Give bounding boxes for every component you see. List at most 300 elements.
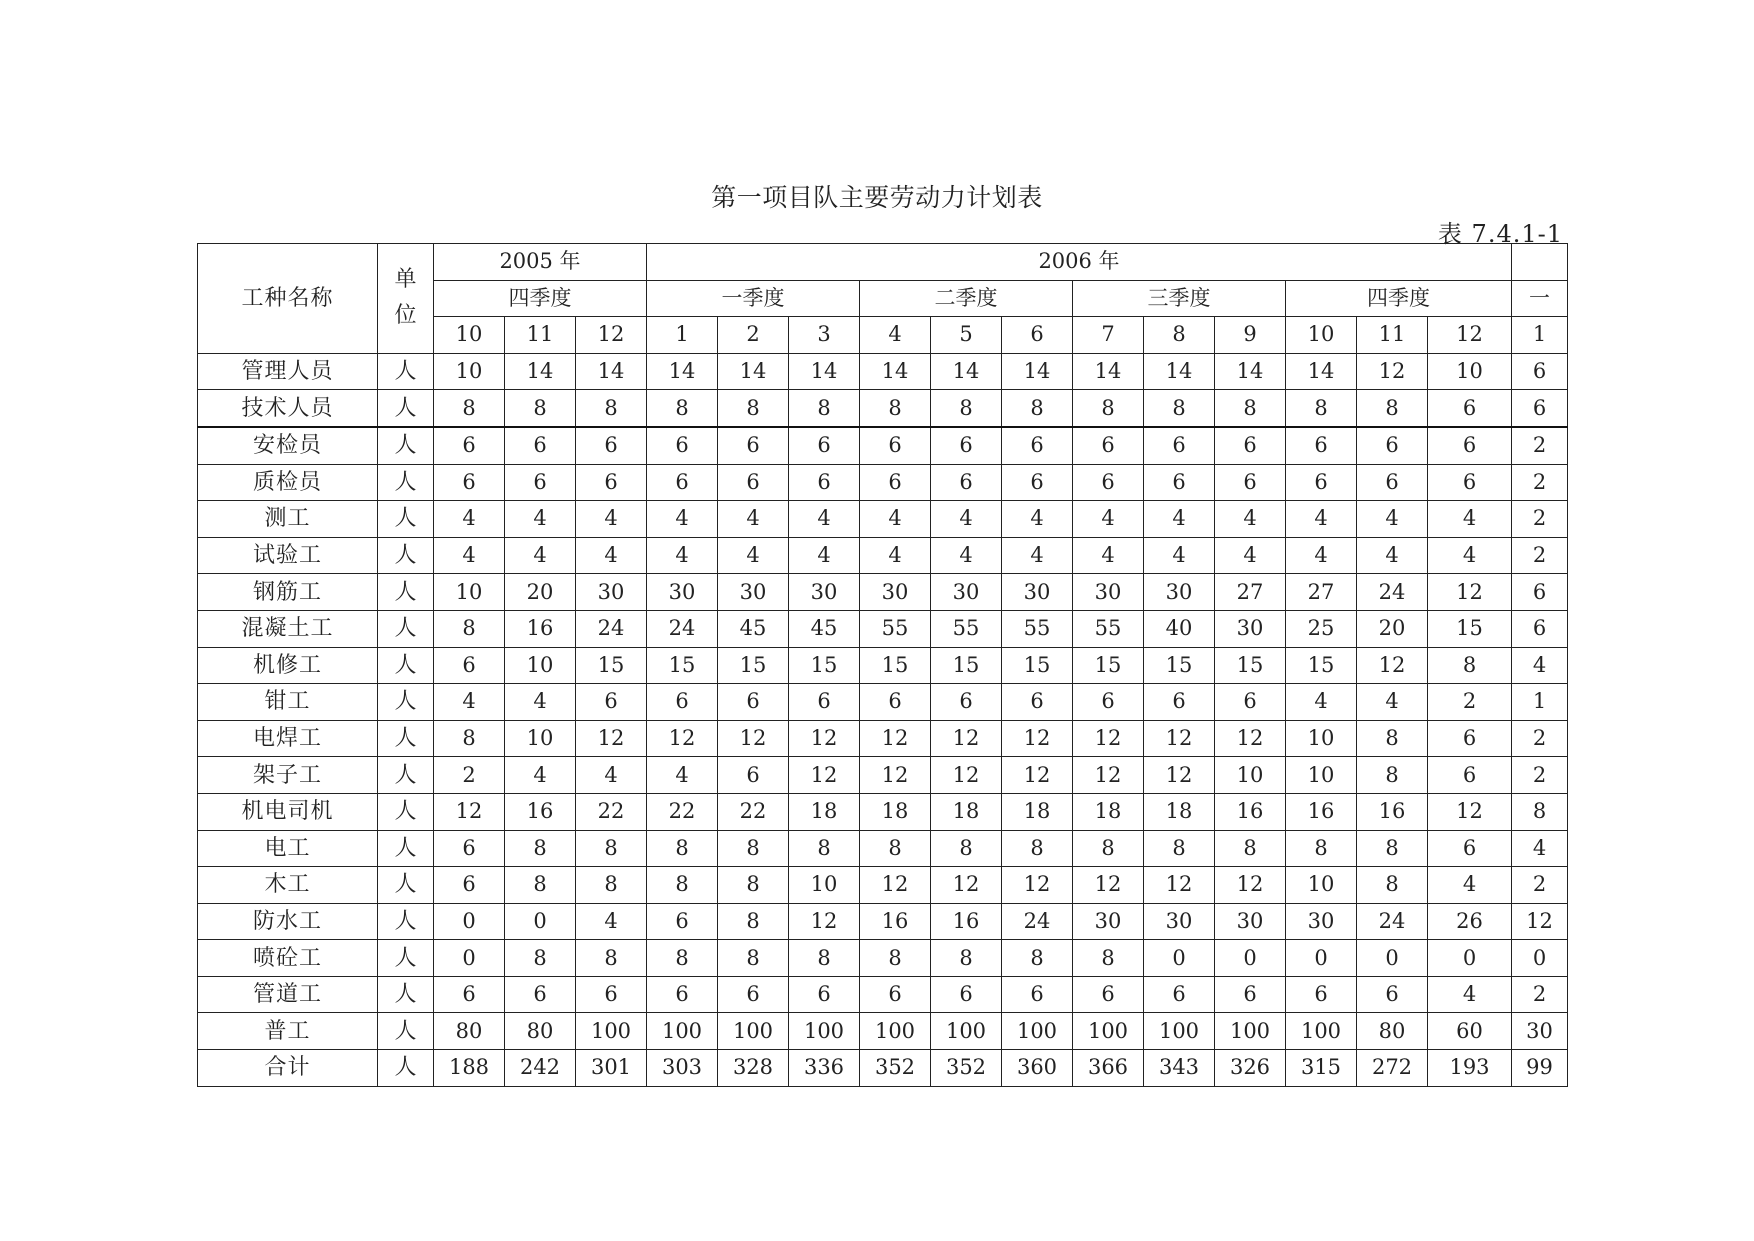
value-cell: 100 <box>931 1013 1002 1050</box>
value-cell: 100 <box>789 1013 860 1050</box>
value-cell: 8 <box>860 830 931 867</box>
value-cell: 328 <box>718 1050 789 1087</box>
value-cell: 0 <box>1512 940 1568 977</box>
value-cell: 315 <box>1286 1050 1357 1087</box>
table-number: 表 7.4.1-1 <box>1437 220 1563 248</box>
value-cell: 4 <box>1357 684 1428 721</box>
value-cell: 4 <box>1512 830 1568 867</box>
value-cell: 6 <box>434 830 505 867</box>
value-cell: 12 <box>1428 793 1512 830</box>
value-cell: 14 <box>860 353 931 390</box>
unit-cell: 人 <box>378 684 434 721</box>
value-cell: 12 <box>931 867 1002 904</box>
value-cell: 12 <box>1144 757 1215 794</box>
unit-cell: 人 <box>378 574 434 611</box>
value-cell: 4 <box>789 537 860 574</box>
value-cell: 22 <box>718 793 789 830</box>
value-cell: 6 <box>1428 427 1512 464</box>
value-cell: 14 <box>931 353 1002 390</box>
trade-name-cell: 电焊工 <box>198 720 378 757</box>
value-cell: 6 <box>505 464 576 501</box>
value-cell: 8 <box>931 830 1002 867</box>
value-cell: 30 <box>1073 903 1144 940</box>
header-month: 6 <box>1002 317 1073 354</box>
value-cell: 10 <box>789 867 860 904</box>
value-cell: 8 <box>1144 390 1215 427</box>
value-cell: 4 <box>718 537 789 574</box>
value-cell: 8 <box>860 940 931 977</box>
value-cell: 6 <box>1144 684 1215 721</box>
value-cell: 15 <box>1286 647 1357 684</box>
unit-cell: 人 <box>378 903 434 940</box>
value-cell: 4 <box>931 501 1002 538</box>
value-cell: 16 <box>931 903 1002 940</box>
value-cell: 6 <box>1512 574 1568 611</box>
header-year-2005: 2005 年 <box>434 244 647 281</box>
value-cell: 0 <box>434 940 505 977</box>
value-cell: 8 <box>434 390 505 427</box>
header-month: 1 <box>647 317 718 354</box>
value-cell: 12 <box>1073 720 1144 757</box>
header-quarter: 一季度 <box>647 280 860 317</box>
trade-name-cell: 合计 <box>198 1050 378 1087</box>
value-cell: 6 <box>1073 684 1144 721</box>
value-cell: 6 <box>434 867 505 904</box>
value-cell: 16 <box>1286 793 1357 830</box>
value-cell: 4 <box>434 684 505 721</box>
value-cell: 8 <box>1357 390 1428 427</box>
value-cell: 6 <box>931 464 1002 501</box>
header-month: 12 <box>1428 317 1512 354</box>
value-cell: 4 <box>1215 501 1286 538</box>
header-unit-line2: 位 <box>394 303 417 329</box>
trade-name-cell: 混凝土工 <box>198 610 378 647</box>
value-cell: 24 <box>1002 903 1073 940</box>
value-cell: 55 <box>1002 610 1073 647</box>
value-cell: 100 <box>576 1013 647 1050</box>
value-cell: 6 <box>1073 464 1144 501</box>
value-cell: 8 <box>434 720 505 757</box>
value-cell: 8 <box>1357 720 1428 757</box>
value-cell: 4 <box>505 537 576 574</box>
value-cell: 16 <box>505 793 576 830</box>
value-cell: 6 <box>1512 390 1568 427</box>
value-cell: 12 <box>1002 720 1073 757</box>
value-cell: 30 <box>931 574 1002 611</box>
value-cell: 326 <box>1215 1050 1286 1087</box>
value-cell: 6 <box>1357 976 1428 1013</box>
value-cell: 6 <box>860 684 931 721</box>
value-cell: 6 <box>434 464 505 501</box>
header-month: 4 <box>860 317 931 354</box>
value-cell: 301 <box>576 1050 647 1087</box>
value-cell: 8 <box>1512 793 1568 830</box>
value-cell: 12 <box>1357 353 1428 390</box>
header-month: 8 <box>1144 317 1215 354</box>
value-cell: 336 <box>789 1050 860 1087</box>
unit-cell: 人 <box>378 353 434 390</box>
value-cell: 8 <box>1286 830 1357 867</box>
value-cell: 15 <box>718 647 789 684</box>
value-cell: 10 <box>505 720 576 757</box>
value-cell: 16 <box>505 610 576 647</box>
value-cell: 60 <box>1428 1013 1512 1050</box>
value-cell: 24 <box>647 610 718 647</box>
value-cell: 10 <box>1286 720 1357 757</box>
unit-cell: 人 <box>378 390 434 427</box>
value-cell: 8 <box>647 390 718 427</box>
table-row <box>198 537 1568 574</box>
value-cell: 8 <box>718 390 789 427</box>
value-cell: 2 <box>1512 976 1568 1013</box>
value-cell: 10 <box>1215 757 1286 794</box>
value-cell: 30 <box>789 574 860 611</box>
trade-name-cell: 电工 <box>198 830 378 867</box>
value-cell: 100 <box>647 1013 718 1050</box>
value-cell: 30 <box>718 574 789 611</box>
value-cell: 6 <box>1002 427 1073 464</box>
value-cell: 6 <box>647 464 718 501</box>
value-cell: 6 <box>647 976 718 1013</box>
value-cell: 40 <box>1144 610 1215 647</box>
value-cell: 6 <box>860 464 931 501</box>
header-year-2006: 2006 年 <box>647 244 1512 281</box>
value-cell: 8 <box>789 830 860 867</box>
value-cell: 8 <box>505 830 576 867</box>
value-cell: 6 <box>1002 684 1073 721</box>
value-cell: 6 <box>789 427 860 464</box>
value-cell: 366 <box>1073 1050 1144 1087</box>
header-month: 7 <box>1073 317 1144 354</box>
value-cell: 12 <box>789 903 860 940</box>
header-year-2007 <box>1512 244 1568 281</box>
value-cell: 2 <box>434 757 505 794</box>
value-cell: 8 <box>789 390 860 427</box>
value-cell: 14 <box>1215 353 1286 390</box>
value-cell: 6 <box>1144 464 1215 501</box>
value-cell: 4 <box>1286 684 1357 721</box>
value-cell: 4 <box>1428 976 1512 1013</box>
header-quarter: 三季度 <box>1073 280 1286 317</box>
value-cell: 0 <box>1286 940 1357 977</box>
value-cell: 6 <box>576 684 647 721</box>
value-cell: 14 <box>1002 353 1073 390</box>
value-cell: 8 <box>789 940 860 977</box>
value-cell: 4 <box>434 501 505 538</box>
value-cell: 6 <box>434 976 505 1013</box>
value-cell: 10 <box>434 353 505 390</box>
value-cell: 16 <box>1357 793 1428 830</box>
value-cell: 6 <box>1002 464 1073 501</box>
value-cell: 6 <box>1215 464 1286 501</box>
value-cell: 6 <box>434 427 505 464</box>
value-cell: 8 <box>434 610 505 647</box>
unit-cell: 人 <box>378 537 434 574</box>
value-cell: 12 <box>931 720 1002 757</box>
value-cell: 10 <box>1428 353 1512 390</box>
trade-name-cell: 管理人员 <box>198 353 378 390</box>
value-cell: 100 <box>718 1013 789 1050</box>
value-cell: 4 <box>576 757 647 794</box>
header-quarter: 四季度 <box>1286 280 1512 317</box>
value-cell: 6 <box>647 684 718 721</box>
trade-name-cell: 木工 <box>198 867 378 904</box>
value-cell: 55 <box>931 610 1002 647</box>
value-cell: 18 <box>931 793 1002 830</box>
table-row <box>198 574 1568 611</box>
value-cell: 12 <box>434 793 505 830</box>
value-cell: 0 <box>505 903 576 940</box>
table-row <box>198 1050 1568 1087</box>
value-cell: 8 <box>931 940 1002 977</box>
table-row <box>198 720 1568 757</box>
value-cell: 8 <box>1002 390 1073 427</box>
value-cell: 12 <box>1144 720 1215 757</box>
value-cell: 12 <box>1215 867 1286 904</box>
value-cell: 6 <box>718 684 789 721</box>
value-cell: 6 <box>1002 976 1073 1013</box>
unit-cell: 人 <box>378 793 434 830</box>
value-cell: 12 <box>1073 757 1144 794</box>
value-cell: 14 <box>789 353 860 390</box>
value-cell: 45 <box>718 610 789 647</box>
value-cell: 4 <box>1073 537 1144 574</box>
value-cell: 6 <box>1357 427 1428 464</box>
value-cell: 18 <box>1073 793 1144 830</box>
value-cell: 8 <box>1002 940 1073 977</box>
value-cell: 30 <box>1215 610 1286 647</box>
value-cell: 2 <box>1512 720 1568 757</box>
value-cell: 6 <box>1286 427 1357 464</box>
trade-name-cell: 质检员 <box>198 464 378 501</box>
value-cell: 16 <box>860 903 931 940</box>
value-cell: 8 <box>647 940 718 977</box>
value-cell: 0 <box>1428 940 1512 977</box>
value-cell: 6 <box>931 684 1002 721</box>
value-cell: 6 <box>1215 684 1286 721</box>
value-cell: 242 <box>505 1050 576 1087</box>
value-cell: 80 <box>1357 1013 1428 1050</box>
value-cell: 30 <box>1286 903 1357 940</box>
value-cell: 4 <box>789 501 860 538</box>
value-cell: 8 <box>1002 830 1073 867</box>
value-cell: 12 <box>860 867 931 904</box>
value-cell: 15 <box>931 647 1002 684</box>
value-cell: 22 <box>647 793 718 830</box>
value-cell: 4 <box>505 757 576 794</box>
value-cell: 0 <box>434 903 505 940</box>
value-cell: 6 <box>789 464 860 501</box>
value-cell: 8 <box>1215 830 1286 867</box>
header-unit <box>378 244 434 354</box>
header-trade-name: 工种名称 <box>198 244 378 354</box>
table-row <box>198 390 1568 427</box>
value-cell: 6 <box>434 647 505 684</box>
table-row <box>198 647 1568 684</box>
table-row <box>198 353 1568 390</box>
trade-name-cell: 安检员 <box>198 427 378 464</box>
trade-name-cell: 测工 <box>198 501 378 538</box>
value-cell: 45 <box>789 610 860 647</box>
value-cell: 4 <box>576 537 647 574</box>
value-cell: 8 <box>718 830 789 867</box>
value-cell: 4 <box>1002 537 1073 574</box>
table-row <box>198 427 1568 464</box>
value-cell: 6 <box>1215 976 1286 1013</box>
value-cell: 4 <box>860 537 931 574</box>
value-cell: 14 <box>505 353 576 390</box>
value-cell: 8 <box>647 830 718 867</box>
value-cell: 4 <box>1357 501 1428 538</box>
unit-cell: 人 <box>378 976 434 1013</box>
value-cell: 100 <box>860 1013 931 1050</box>
value-cell: 4 <box>647 757 718 794</box>
value-cell: 6 <box>1357 464 1428 501</box>
value-cell: 193 <box>1428 1050 1512 1087</box>
value-cell: 16 <box>1215 793 1286 830</box>
value-cell: 12 <box>1357 647 1428 684</box>
value-cell: 14 <box>718 353 789 390</box>
value-cell: 4 <box>647 537 718 574</box>
value-cell: 4 <box>1428 501 1512 538</box>
value-cell: 6 <box>1428 757 1512 794</box>
value-cell: 6 <box>860 976 931 1013</box>
value-cell: 30 <box>1512 1013 1568 1050</box>
value-cell: 15 <box>1215 647 1286 684</box>
value-cell: 80 <box>434 1013 505 1050</box>
unit-cell: 人 <box>378 830 434 867</box>
value-cell: 8 <box>1144 830 1215 867</box>
header-month: 1 <box>1512 317 1568 354</box>
header-month: 3 <box>789 317 860 354</box>
value-cell: 6 <box>718 976 789 1013</box>
value-cell: 8 <box>1073 940 1144 977</box>
value-cell: 6 <box>1144 427 1215 464</box>
value-cell: 8 <box>1286 390 1357 427</box>
value-cell: 272 <box>1357 1050 1428 1087</box>
value-cell: 30 <box>647 574 718 611</box>
value-cell: 4 <box>505 684 576 721</box>
value-cell: 4 <box>1215 537 1286 574</box>
unit-cell: 人 <box>378 867 434 904</box>
trade-name-cell: 普工 <box>198 1013 378 1050</box>
value-cell: 6 <box>1073 427 1144 464</box>
value-cell: 12 <box>647 720 718 757</box>
value-cell: 12 <box>718 720 789 757</box>
value-cell: 4 <box>860 501 931 538</box>
value-cell: 303 <box>647 1050 718 1087</box>
value-cell: 6 <box>647 903 718 940</box>
table-row <box>198 903 1568 940</box>
value-cell: 8 <box>576 867 647 904</box>
value-cell: 10 <box>434 574 505 611</box>
table-row <box>198 976 1568 1013</box>
value-cell: 14 <box>1073 353 1144 390</box>
value-cell: 8 <box>1073 390 1144 427</box>
value-cell: 6 <box>1512 353 1568 390</box>
value-cell: 27 <box>1215 574 1286 611</box>
table-row <box>198 1013 1568 1050</box>
value-cell: 12 <box>576 720 647 757</box>
unit-cell: 人 <box>378 940 434 977</box>
value-cell: 6 <box>1073 976 1144 1013</box>
value-cell: 0 <box>1144 940 1215 977</box>
value-cell: 2 <box>1512 501 1568 538</box>
table-row <box>198 501 1568 538</box>
trade-name-cell: 机电司机 <box>198 793 378 830</box>
value-cell: 2 <box>1512 867 1568 904</box>
value-cell: 55 <box>1073 610 1144 647</box>
value-cell: 12 <box>1428 574 1512 611</box>
value-cell: 12 <box>1002 867 1073 904</box>
value-cell: 18 <box>860 793 931 830</box>
value-cell: 10 <box>1286 867 1357 904</box>
value-cell: 8 <box>576 940 647 977</box>
trade-name-cell: 试验工 <box>198 537 378 574</box>
value-cell: 8 <box>1357 830 1428 867</box>
value-cell: 4 <box>576 903 647 940</box>
value-cell: 30 <box>1144 574 1215 611</box>
value-cell: 6 <box>505 976 576 1013</box>
trade-name-cell: 钳工 <box>198 684 378 721</box>
value-cell: 6 <box>718 757 789 794</box>
table-row <box>198 830 1568 867</box>
value-cell: 15 <box>576 647 647 684</box>
value-cell: 8 <box>931 390 1002 427</box>
unit-cell: 人 <box>378 610 434 647</box>
value-cell: 0 <box>1215 940 1286 977</box>
value-cell: 18 <box>1002 793 1073 830</box>
value-cell: 8 <box>505 390 576 427</box>
value-cell: 18 <box>1144 793 1215 830</box>
header-quarter: 一 <box>1512 280 1568 317</box>
unit-cell: 人 <box>378 427 434 464</box>
value-cell: 2 <box>1428 684 1512 721</box>
trade-name-cell: 架子工 <box>198 757 378 794</box>
value-cell: 8 <box>576 830 647 867</box>
value-cell: 6 <box>1512 610 1568 647</box>
value-cell: 360 <box>1002 1050 1073 1087</box>
value-cell: 22 <box>576 793 647 830</box>
value-cell: 12 <box>860 757 931 794</box>
value-cell: 80 <box>505 1013 576 1050</box>
value-cell: 343 <box>1144 1050 1215 1087</box>
value-cell: 6 <box>1428 390 1512 427</box>
value-cell: 24 <box>1357 903 1428 940</box>
unit-cell: 人 <box>378 501 434 538</box>
value-cell: 2 <box>1512 757 1568 794</box>
value-cell: 15 <box>1002 647 1073 684</box>
unit-cell: 人 <box>378 1050 434 1087</box>
value-cell: 14 <box>1144 353 1215 390</box>
trade-name-cell: 技术人员 <box>198 390 378 427</box>
value-cell: 26 <box>1428 903 1512 940</box>
value-cell: 2 <box>1512 537 1568 574</box>
header-quarter: 二季度 <box>860 280 1073 317</box>
value-cell: 15 <box>1073 647 1144 684</box>
header-month: 11 <box>1357 317 1428 354</box>
unit-cell: 人 <box>378 464 434 501</box>
value-cell: 4 <box>1357 537 1428 574</box>
header-month: 12 <box>576 317 647 354</box>
value-cell: 12 <box>1512 903 1568 940</box>
value-cell: 6 <box>576 464 647 501</box>
value-cell: 188 <box>434 1050 505 1087</box>
value-cell: 24 <box>576 610 647 647</box>
value-cell: 4 <box>718 501 789 538</box>
value-cell: 6 <box>789 684 860 721</box>
value-cell: 30 <box>1215 903 1286 940</box>
